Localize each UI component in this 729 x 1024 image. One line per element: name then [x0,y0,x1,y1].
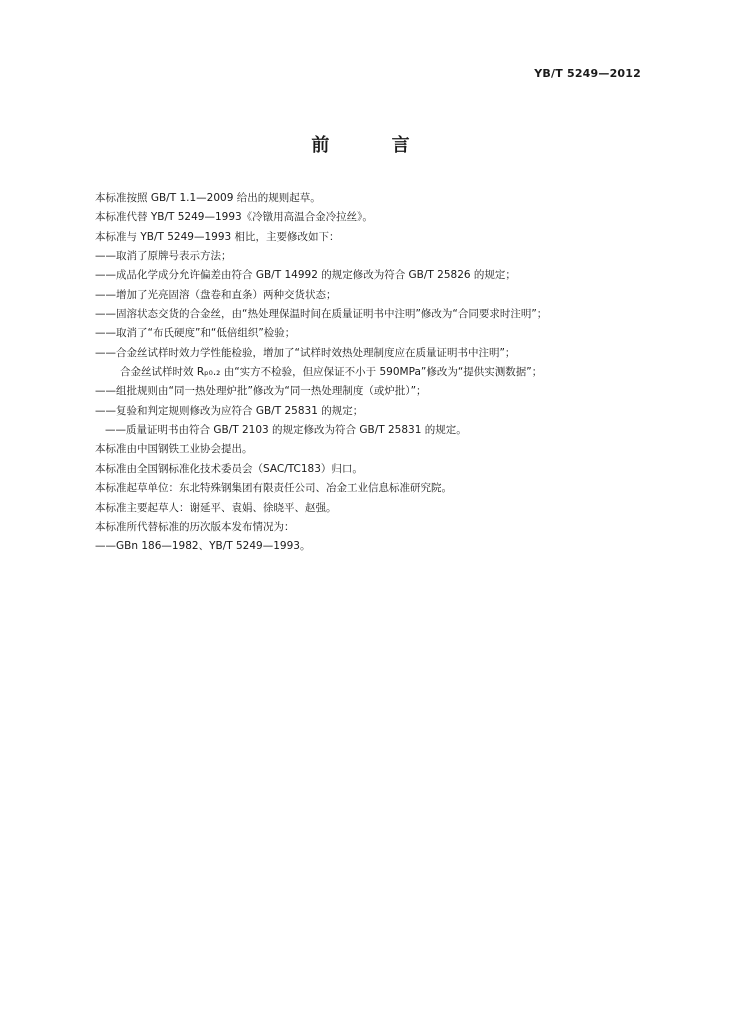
paragraph-line: 本标准由中国钢铁工业协会提出。 [95,443,253,456]
list-item: ——合金丝试样时效力学性能检验，增加了“试样时效热处理制度应在质量证明书中注明”； [95,346,516,359]
list-item: ——复验和判定规则修改为应符合 GB/T 25831 的规定； [95,404,364,417]
paragraph-line: 本标准与 YB/T 5249—1993 相比，主要修改如下： [95,230,340,243]
list-item: ——组批规则由“同一热处理炉批”修改为“同一热处理制度（或炉批）”； [95,385,427,398]
foreword-body [95,189,655,557]
list-item: ——取消了原牌号表示方法； [95,250,232,263]
list-item: ——成品化学成分允许偏差由符合 GB/T 14992 的规定修改为符合 GB/T 25826 的规定； [95,269,516,282]
list-item-continuation: 合金丝试样时效 Rₚ₀.₂ 由“实方不检验，但应保证不小于 590MPa”修改为“提供实测数据”； [120,366,543,379]
document-code: YB/T 5249—2012 [534,67,641,80]
list-item: ——GBn 186—1982、YB/T 5249—1993。 [95,540,311,553]
paragraph-line: 本标准按照 GB/T 1.1—2009 给出的规则起草。 [95,192,321,204]
list-item: ——增加了光亮固溶（盘卷和直条）两种交货状态； [95,288,337,301]
list-item: ——取消了“布氏硬度”和“低倍组织”检验； [95,327,296,340]
paragraph-line: 本标准代替 YB/T 5249—1993《冷镦用高温合金冷拉丝》。 [95,211,373,224]
list-item: ——质量证明书由符合 GB/T 2103 的规定修改为符合 GB/T 25831 的规定。 [105,424,467,437]
paragraph-line: 本标准由全国钢标准化技术委员会（SAC/TC183）归口。 [95,462,363,475]
paragraph-line: 本标准主要起草人：谢延平、袁娟、徐晓平、赵强。 [95,501,337,514]
paragraph-line: 本标准起草单位：东北特殊钢集团有限责任公司、冶金工业信息标准研究院。 [95,482,452,495]
paragraph-line: 本标准所代替标准的历次版本发布情况为： [95,520,295,533]
page-title: 前 言 [311,135,438,156]
list-item: ——固溶状态交货的合金丝，由“热处理保温时间在质量证明书中注明”修改为“合同要求时注明”； [95,308,548,321]
